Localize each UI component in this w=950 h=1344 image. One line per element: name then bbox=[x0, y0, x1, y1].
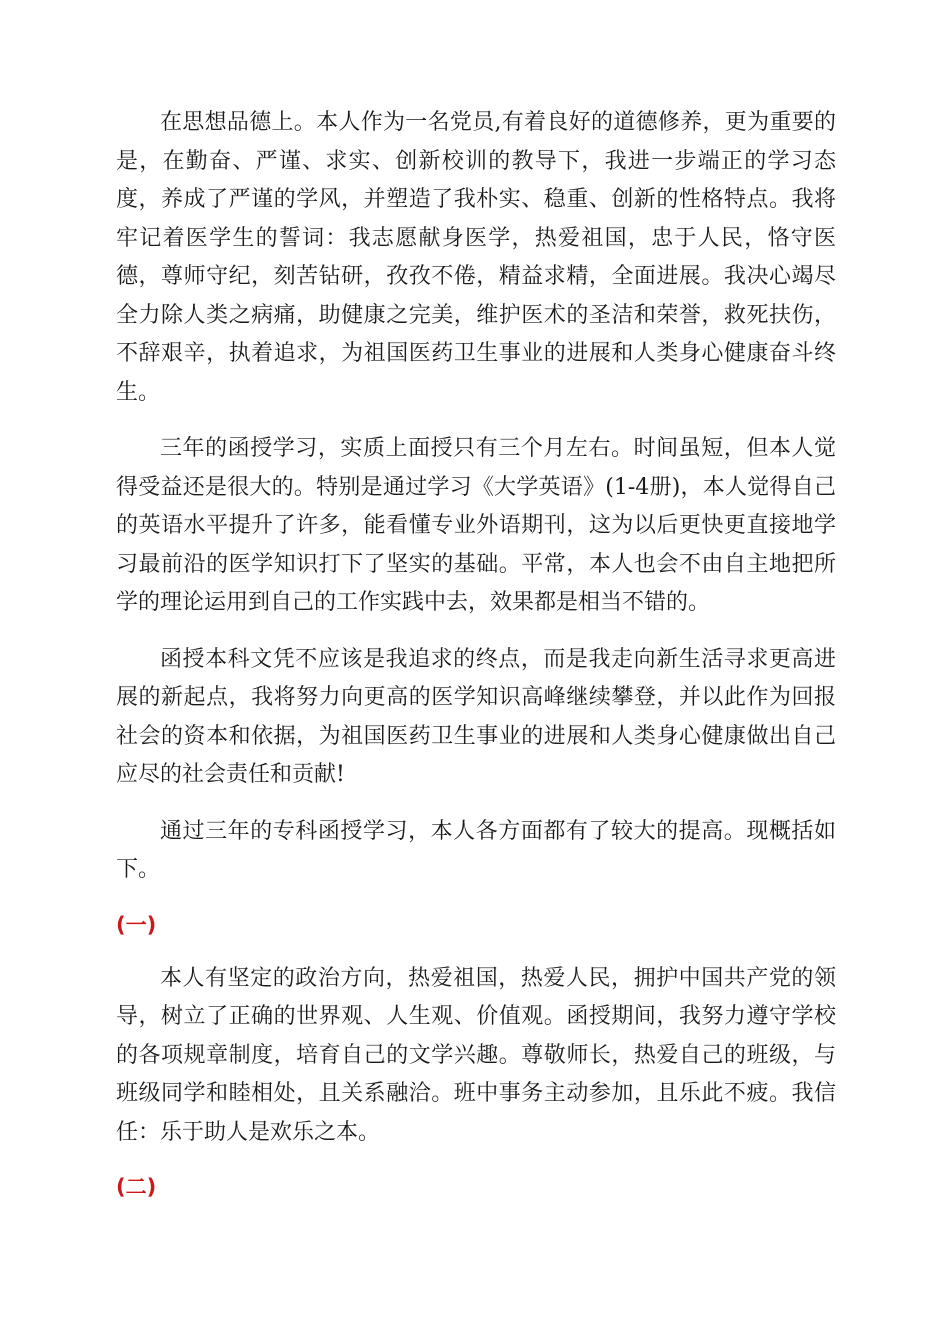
document-page bbox=[116, 104, 836, 1222]
paragraph-correspondence-study: 三年的函授学习，实质上面授只有三个月左右。时间虽短，但本人觉得受益还是很大的。特别是通过学习《大学英语》(1-4册)，本人觉得自己的英语水平提升了许多，能看懂专业外语期刊，这为以后更快更直接地学习最前沿的医学知识打下了坚实的基础。平常，本人也会不由自主地把所学的理论运用到自己的工作实践中去，效果都是相当不错的。 bbox=[116, 436, 836, 615]
paragraph-future-goals: 函授本科文凭不应该是我追求的终点，而是我走向新生活寻求更高进展的新起点，我将努力向更高的医学知识高峰继续攀登，并以此作为回报社会的资本和依据，为祖国医药卫生事业的进展和人类身心健康做出自己应尽的社会责任和贡献! bbox=[116, 646, 836, 787]
paragraph-political-direction: 本人有坚定的政治方向，热爱祖国，热爱人民，拥护中国共产党的领导，树立了正确的世界观、人生观、价值观。函授期间，我努力遵守学校的各项规章制度，培育自己的文学兴趣。尊敬师长，热爱自己的班级，与班级同学和睦相处，且关系融洽。班中事务主动参加，且乐此不疲。我信任：乐于助人是欢乐之本。 bbox=[116, 965, 836, 1145]
paragraph-summary-intro: 通过三年的专科函授学习，本人各方面都有了较大的提高。现概括如下。 bbox=[116, 818, 836, 882]
section-heading-two: (二) bbox=[116, 1175, 157, 1199]
section-heading-one: (一) bbox=[116, 912, 157, 937]
paragraph-moral-character: 在思想品德上。本人作为一名党员,有着良好的道德修养，更为重要的是，在勤奋、严谨、求实、创新校训的教导下，我进一步端正的学习态度，养成了严谨的学风，并塑造了我朴实、稳重、创新的性格特点。我将牢记着医学生的誓词：我志愿献身医学，热爱祖国，忠于人民，恪守医德，尊师守纪，刻苦钻研，孜孜不倦，精益求精，全面进展。我决心竭尽全力除人类之病痛，助健康之完美，维护医术的圣洁和荣誉，救死扶伤，不辞艰辛，执着追求，为祖国医药卫生事业的进展和人类身心健康奋斗终生。 bbox=[116, 110, 836, 405]
